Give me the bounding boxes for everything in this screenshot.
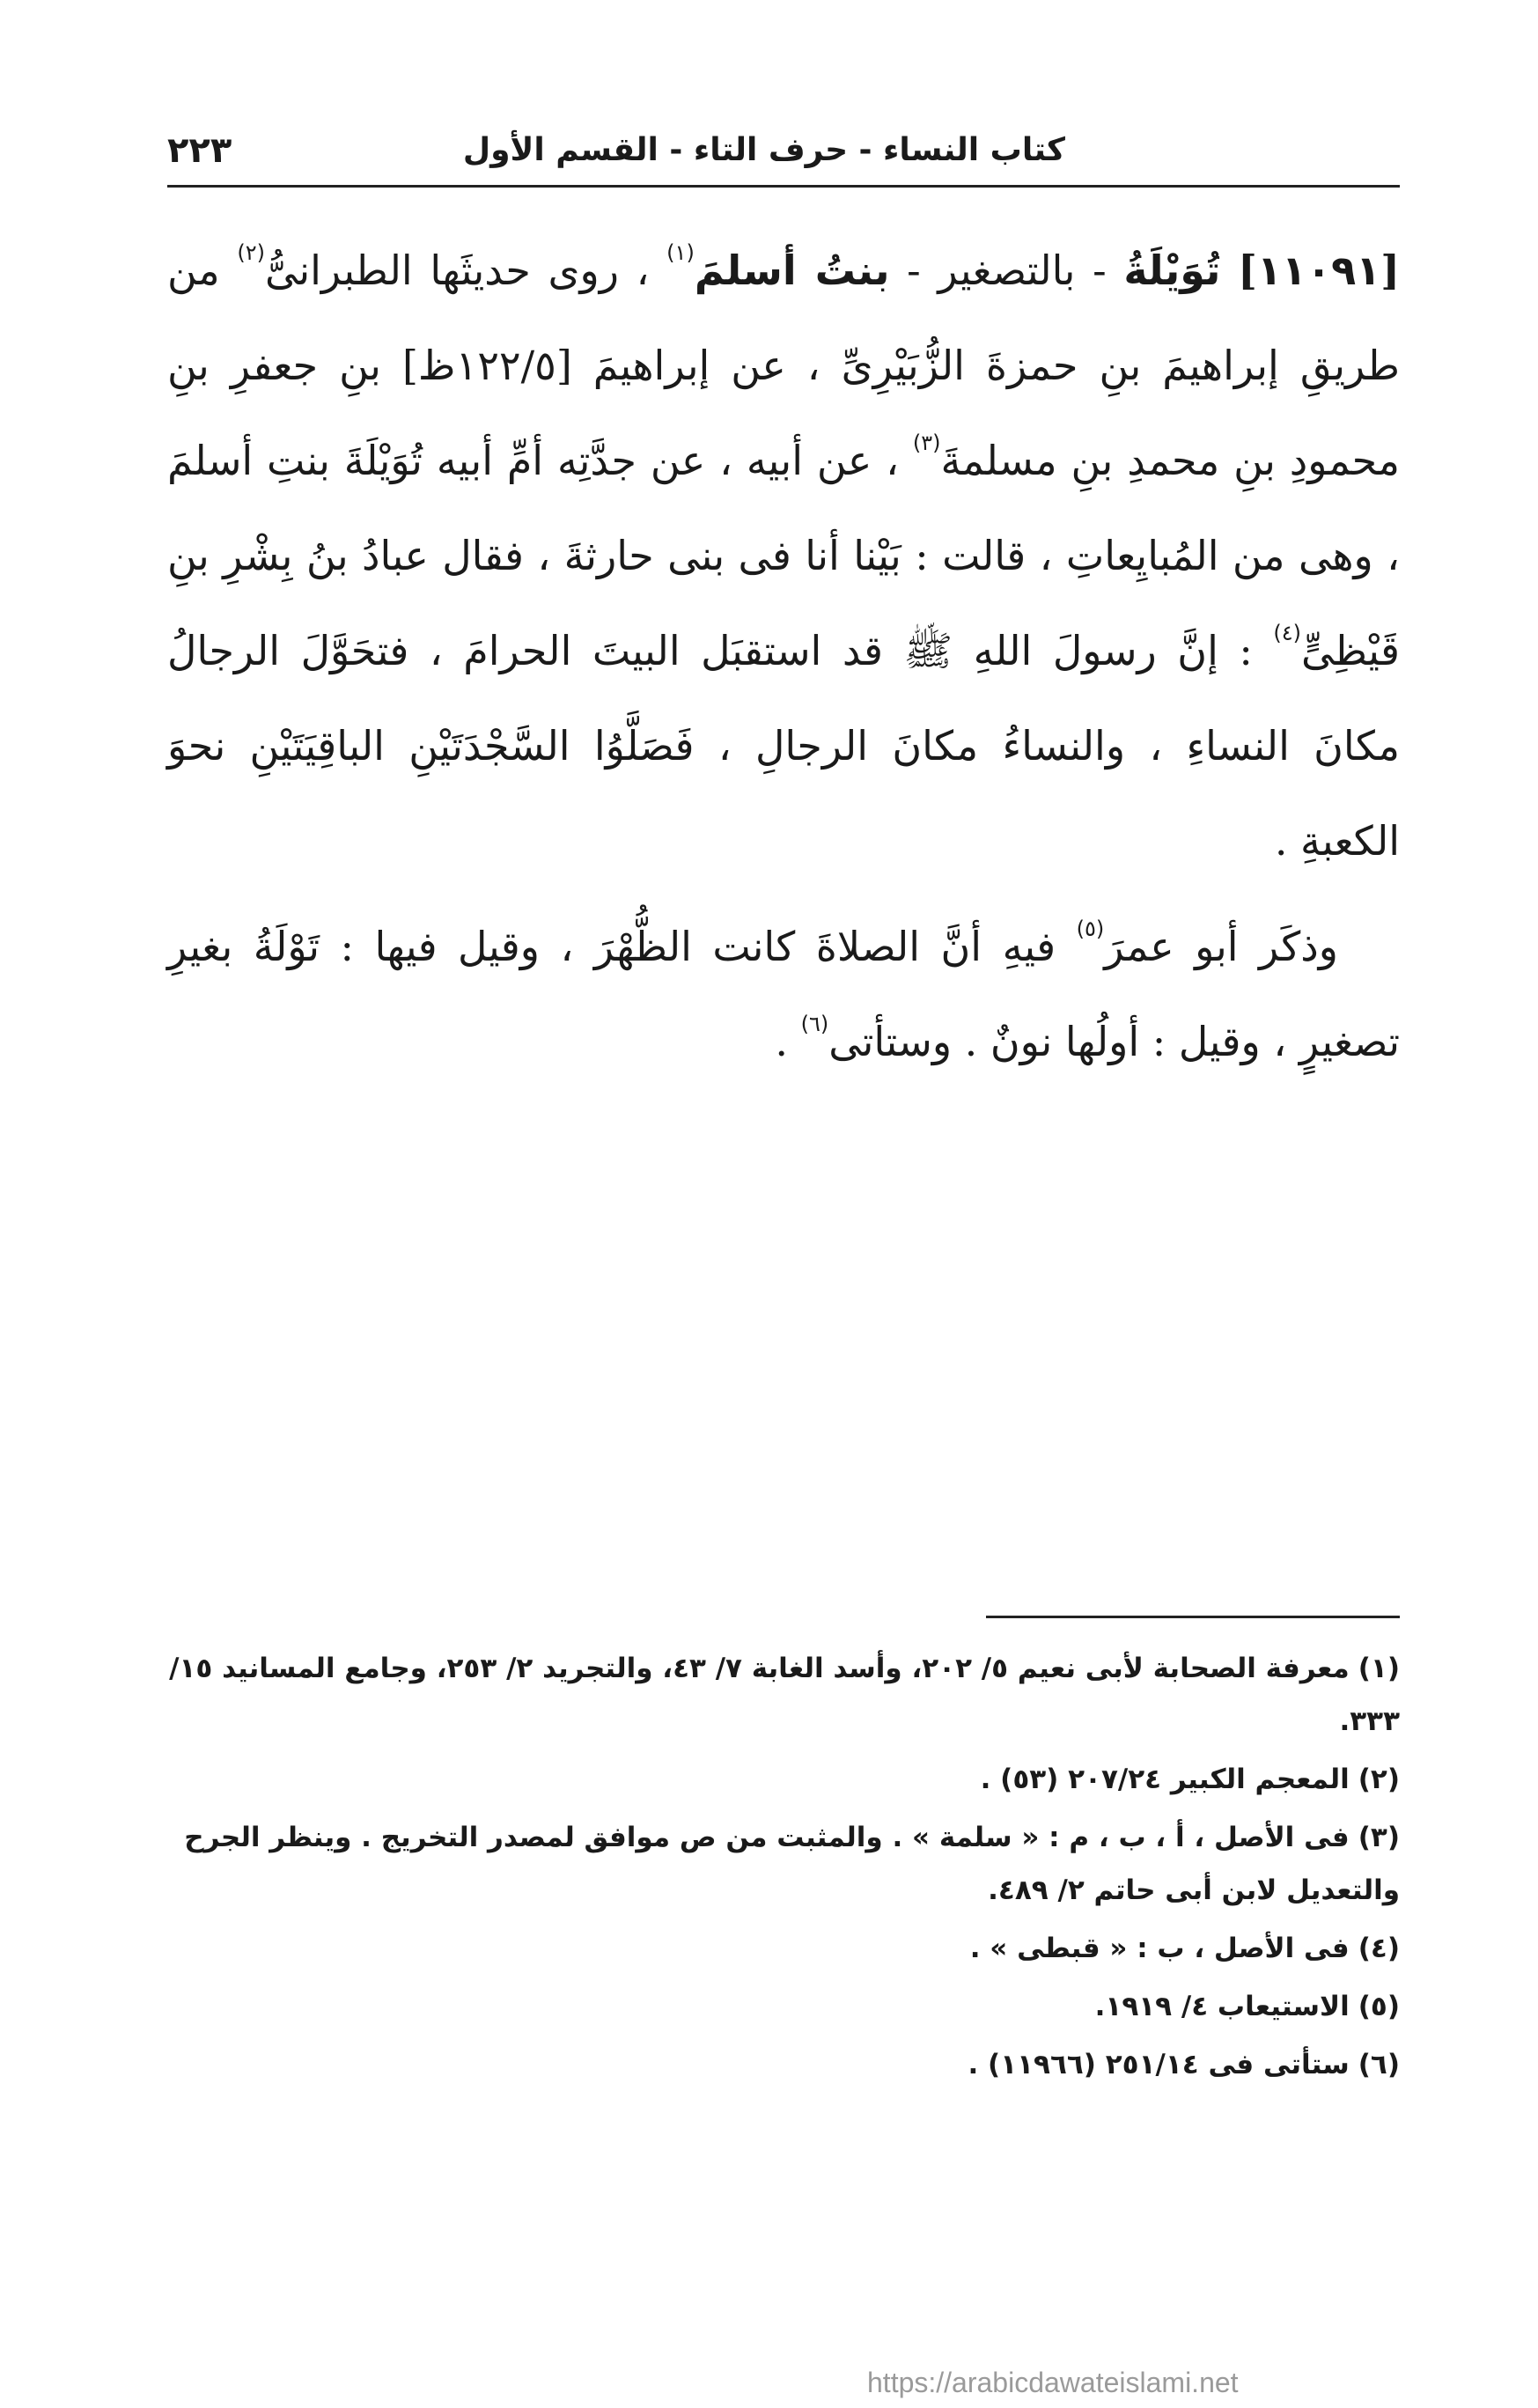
note-text-3: . (775, 1018, 801, 1065)
entry-text-2: من طريقِ إبراهيمَ بنِ حمزةَ الزُّبَيْرِىِّ ، عن إبراهيمَ [١٢٢/٥ظ] بنِ جعفرِ بنِ محمودِ بنِ محمدِ بنِ مسلمةَ (167, 247, 1400, 484)
entry-bracket-open: [ (1380, 247, 1401, 294)
entry-lineage: بنتُ أسلمَ (694, 247, 890, 294)
footnote-number: (٢) (1358, 1764, 1400, 1795)
entry-name: تُوَيْلَةُ (1123, 247, 1221, 294)
footnote-ref-1[interactable]: (١) (666, 240, 695, 265)
footnote-ref-6[interactable]: (٦) (800, 1012, 829, 1036)
entry-description: - بالتصغير - (889, 247, 1124, 294)
footnote-text: فى الأصل ، أ ، ب ، م : « سلمة » . والمثبت من ص موافق لمصدر التخريج . وينظر الجرح والتعديل لابن أبى حاتم ٢/ ٤٨٩. (184, 1822, 1400, 1906)
footnote-6 (167, 2038, 1400, 2091)
footnote-2 (167, 1753, 1400, 1806)
footnote-ref-3[interactable]: (٣) (912, 431, 941, 455)
footnote-1 (167, 1642, 1400, 1748)
entry-number: ١١٠٩١ (1256, 247, 1381, 294)
footnote-divider (986, 1616, 1400, 1618)
footnote-ref-2[interactable]: (٢) (237, 240, 265, 265)
running-title: كتاب النساء - حرف التاء - القسم الأول (462, 132, 1065, 168)
entry-text-1: ، روى حديثَها الطبرانىُّ (264, 247, 667, 294)
entry-bracket-close: ] (1238, 247, 1257, 294)
note-text-1: وذكَر أبو عمرَ (1104, 923, 1338, 970)
note-text-2: فيهِ أنَّ الصلاةَ كانت الظُّهْرَ ، وقيل فيها : تَوْلَةُ بغيرِ تصغيرٍ ، وقيل : أولُها نونٌ . وستأتى (167, 923, 1400, 1065)
footnote-3 (167, 1811, 1400, 1917)
footnotes (167, 1642, 1400, 2096)
entry-paragraph (167, 223, 1400, 888)
page-header (167, 123, 1400, 188)
footnote-text: الاستيعاب ٤/ ١٩١٩. (1094, 1991, 1350, 2022)
footnote-text: فى الأصل ، ب : « قبطى » . (969, 1933, 1350, 1964)
footnote-number: (١) (1358, 1653, 1400, 1684)
footnote-text: معرفة الصحابة لأبى نعيم ٥/ ٢٠٢، وأسد الغابة ٧/ ٤٣، والتجريد ٢/ ٢٥٣، وجامع المسانيد ١٥/ ٣٣٣. (169, 1653, 1400, 1737)
footnote-number: (٥) (1358, 1991, 1400, 2022)
book-page (167, 123, 1400, 2342)
watermark-url: https://arabicdawateislami.net (867, 2367, 1239, 2398)
entry-text-4: : إنَّ رسولَ اللهِ ﷺ قد استقبَل البيتَ الحرامَ ، فتحَوَّلَ الرجالُ مكانَ النساءِ ، والنساءُ مكانَ الرجالِ ، فَصَلَّوُا السَّجْدَتَيْنِ الباقِيَتَيْنِ نحوَ الكعبةِ . (167, 627, 1400, 865)
footnote-number: (٦) (1358, 2049, 1400, 2080)
footnote-text: ستأتى فى ٢٥١/١٤ (١١٩٦٦) . (968, 2049, 1350, 2080)
footnote-ref-5[interactable]: (٥) (1076, 917, 1105, 941)
footnote-5 (167, 1980, 1400, 2033)
footnote-4 (167, 1922, 1400, 1975)
main-text (167, 223, 1400, 1089)
page-number: ٢٢٣ (167, 130, 232, 171)
footnote-ref-4[interactable]: (٤) (1273, 621, 1302, 645)
entry-text-3: ، عن أبيه ، عن جدَّتِه أمِّ أبيه تُوَيْلَةَ بنتِ أسلمَ ، وهى من المُبايِعاتِ ، قالت : بَيْنا أنا فى بنى حارثةَ ، فقال عبادُ بنُ بِشْرِ بنِ قَيْظِىٍّ (167, 437, 1400, 674)
footnote-number: (٤) (1358, 1933, 1400, 1964)
footnote-number: (٣) (1358, 1822, 1400, 1853)
note-paragraph (167, 899, 1400, 1089)
footnote-text: المعجم الكبير ٢٠٧/٢٤ (٥٣) . (980, 1764, 1350, 1795)
